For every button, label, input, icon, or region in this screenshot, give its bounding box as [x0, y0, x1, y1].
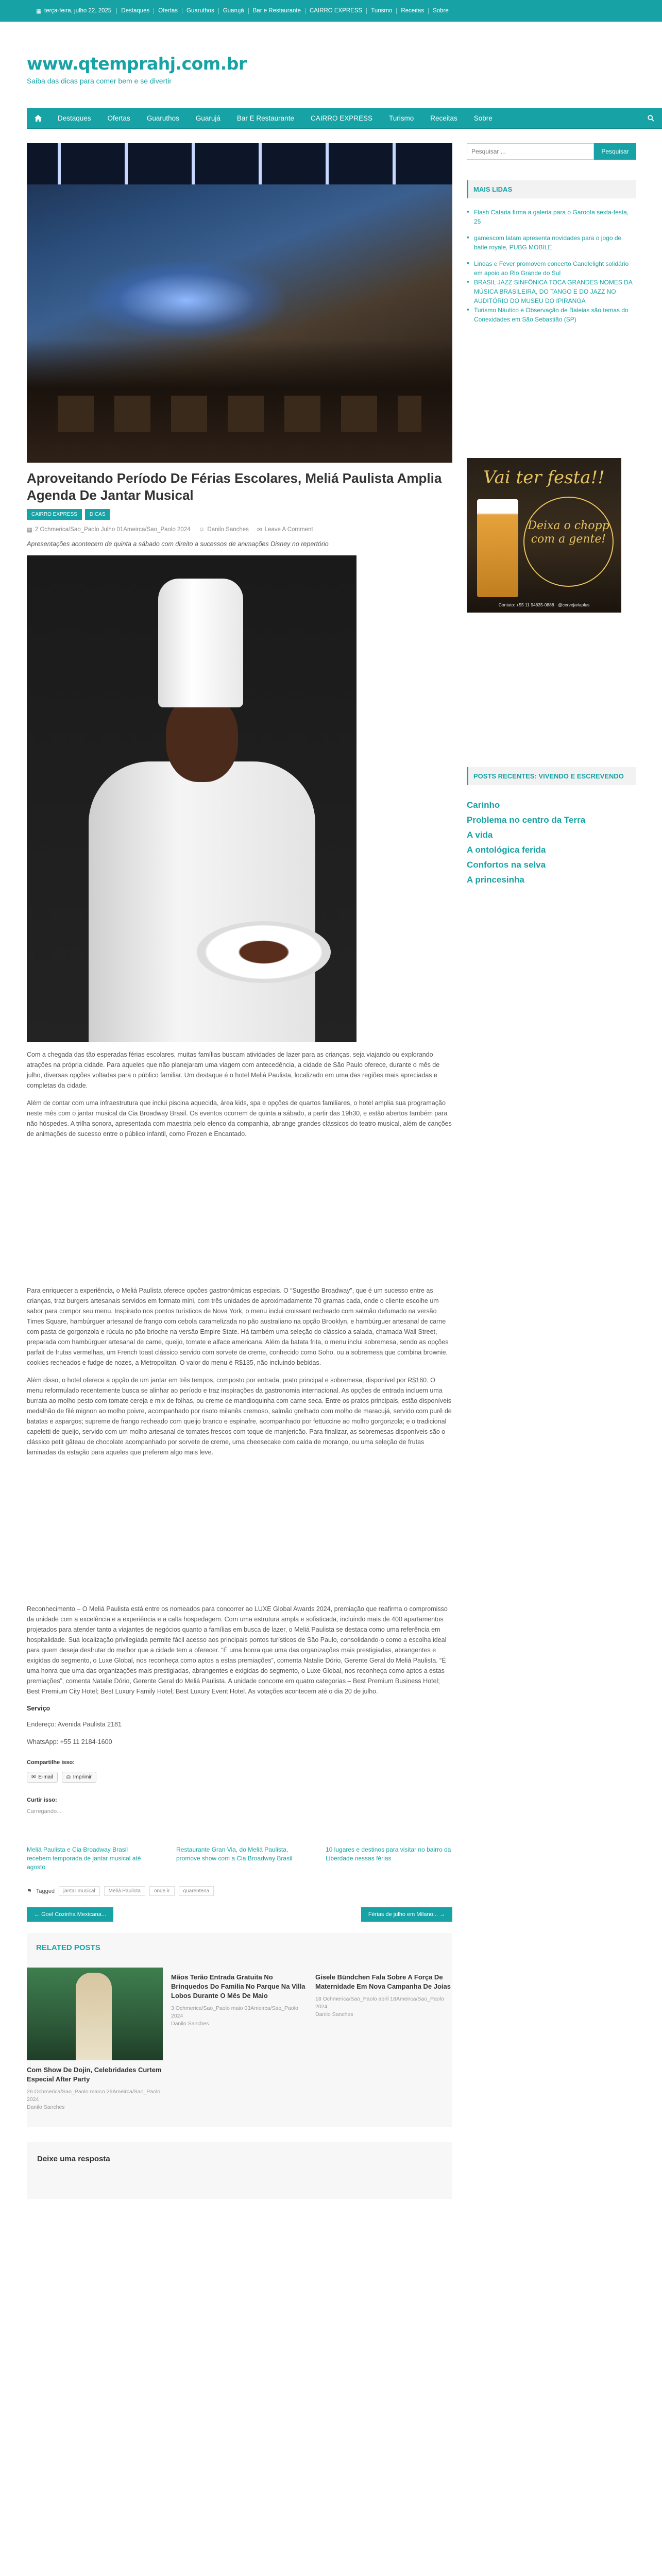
nav-item[interactable]: Ofertas: [107, 114, 130, 122]
reply-box: [27, 2142, 452, 2199]
top-link[interactable]: Guaruthos: [182, 8, 218, 14]
recent-item[interactable]: Carinho: [467, 800, 500, 810]
related-meta: 3 Ochmerica/Sao_Paolo maio 03Ameirca/Sao_Paolo 2024 Danilo Sanches: [171, 2005, 298, 2027]
nav-item[interactable]: Destaques: [58, 114, 91, 122]
top-link[interactable]: Sobre: [428, 8, 453, 14]
site-header: [0, 22, 662, 108]
related-heading: RELATED POSTS: [36, 1943, 100, 1952]
top-link[interactable]: Turismo: [366, 8, 396, 14]
related-card[interactable]: [315, 1968, 451, 2111]
tag-icon: ⚑: [27, 1888, 32, 1894]
related-posts: [27, 1933, 452, 2127]
most-read-item[interactable]: ■ Flash Cataria firma a galeria para o Garoota sexta-festa, 25: [467, 208, 636, 226]
top-bar: [0, 0, 662, 22]
next-post-button[interactable]: Férias de julho em Milano... →: [361, 1907, 452, 1922]
inline-related: [27, 1845, 452, 1872]
share-print-button[interactable]: ⎙ Imprimir: [62, 1772, 96, 1783]
ad-banner[interactable]: [467, 458, 621, 613]
nav-item[interactable]: Bar E Restaurante: [236, 114, 294, 122]
ad-headline: Vai ter festa!!: [483, 467, 605, 488]
site-tagline: Saiba das dicas para comer bem e se divertir: [27, 77, 172, 85]
nav-item[interactable]: Guarujá: [195, 114, 220, 122]
related-title[interactable]: Com Show De Dojin, Celebridades Curtem Especial After Party: [27, 2066, 162, 2083]
nav-item[interactable]: CAIRRO EXPRESS: [310, 114, 372, 122]
recent-item[interactable]: A vida: [467, 830, 493, 840]
related-meta: 26 Ochmerica/Sao_Paolo marco 26Ameirca/Sao_Paolo 2024 Danilo Sanches: [27, 2089, 161, 2110]
nav-item[interactable]: Turismo: [388, 114, 414, 122]
related-card[interactable]: [171, 1968, 307, 2111]
arrow-left-icon: ←: [34, 1911, 40, 1918]
post-navigation: [27, 1907, 452, 1922]
main-content: [27, 143, 452, 2199]
related-link[interactable]: Meliá Paulista e Cia Broadway Brasil recebem temporada de jantar musical até agosto: [27, 1846, 141, 1871]
paragraph: Reconhecimento – O Meliá Paulista está entre os nomeados para concorrer ao LUXE Global Awards 2024, premiação que reafirma o compromisso da unidade com a excelência e a experiência e a calta hospedagem. Com uma estrutura ampla e sofisticada, incluindo mais de 400 apartamentos projetados para atender tanto a viajantes de negócios quanto a famílias em busca de lazer, o Meliá Paulista se destaca como uma referência em hospitalidade. Sua localização privilegiada permite fácil acesso aos principais pontos turísticos de São Paulo, consolidando-o como a escolha ideal para quem deseja desfrutar do melhor que a cidade tem a oferecer. “É uma honra que uma das organizações mais prestigiadas, abrangentes e exigidas do segmento, o Luxe Global, nos reconheça como aptos a estas premiações”, comenta Natalie Dório, Gerente Geral do Meliá Paulista. “É uma honra que uma das organizações mais prestigiadas, abrangentes e exigidas do segmento, o Luxe Global, nos reconheça como aptos a estas premiações”, comenta Natalie Dório, Gerente Geral do Meliá Paulista. A unidade concorre em quatro categorias – Best Premium Business Hotel; Best Premium City Hotel; Best Luxury Family Hotel; Best Luxury Event Hotel. As votações acontecem até o dia 20 de julho.: [27, 1605, 448, 1695]
like-title: Curtir isso:: [27, 1797, 57, 1803]
recent-item[interactable]: Problema no centro da Terra: [467, 815, 586, 825]
paragraph: Além de contar com uma infraestrutura que inclui piscina aquecida, área kids, spa e opções de quartos familiares, o hotel amplia sua programação neste mês com o jantar musical da Cia Broadway Brasil. Os eventos ocorrem de quinta a sábado, a partir das 19h30, e estão abertos também para não hóspedes. A trilha sonora, apresentada com maestria pelo elenco da companhia, abrange grandes clássicos do teatro musical, além de canções de animações de sucesso entre o público infantil, como Frozen e Encantado.: [27, 1099, 452, 1138]
related-cards: [27, 1968, 452, 2111]
category-badge[interactable]: CAIRRO EXPRESS: [27, 509, 82, 520]
post-categories: [27, 509, 452, 520]
post-author[interactable]: ☺ Danilo Sanches: [198, 527, 249, 533]
nav-item[interactable]: Sobre: [473, 114, 493, 122]
calendar-icon: ▦: [36, 8, 42, 14]
related-link[interactable]: 10 lugares e destinos para visitar no bairro da Liberdade nessas férias: [326, 1846, 451, 1862]
calendar-icon: ▦: [27, 527, 32, 533]
top-link[interactable]: Guarujá: [218, 8, 248, 14]
share-email-button[interactable]: ✉ E-mail: [27, 1772, 58, 1783]
related-card[interactable]: [27, 1968, 163, 2111]
paragraph: Com a chegada das tão esperadas férias escolares, muitas famílias buscam atividades de lazer para as crianças, seja viajando ou explorando atrações na própria cidade. Para aqueles que não planejaram uma viagem com antecedência, a cidade de São Paulo oferece, durante o mês de julho, diversas opções voltadas para o público familiar. Um destaque é o hotel Meliá Paulista, localizado em uma das regiões mais apreciadas e completas da cidade.: [27, 1051, 440, 1089]
beer-glass-icon: [477, 499, 518, 597]
featured-image: [27, 143, 452, 463]
post-meta: [27, 526, 452, 533]
home-icon[interactable]: [27, 108, 49, 128]
most-read-item[interactable]: ■ Lindas e Fever promovem concerto Candlelight solidário em apoio ao Rio Grande do Sul: [467, 259, 636, 278]
recent-item[interactable]: Confortos na selva: [467, 860, 546, 870]
post-tags: [27, 1886, 452, 1896]
search-icon[interactable]: [639, 115, 662, 122]
comment-icon: ✉: [257, 527, 262, 533]
address: Endereço: Avenida Paulista 2181: [27, 1721, 122, 1728]
tag[interactable]: Meliá Paulista: [104, 1886, 145, 1896]
main-nav: [27, 108, 662, 129]
category-badge[interactable]: DICAS: [85, 509, 110, 520]
date-display: ▦ terça-feira, julho 22, 2025: [36, 8, 112, 14]
embed-spacer: [27, 1458, 452, 1597]
recent-list: [467, 799, 636, 887]
tag[interactable]: onde ir: [149, 1886, 175, 1896]
site-title[interactable]: www.qtemprahj.com.br: [27, 54, 247, 74]
related-title[interactable]: Gisele Bündchen Fala Sobre A Força De Maternidade Em Nova Campanha De Joias: [315, 1973, 451, 1990]
reply-title: Deixe uma resposta: [37, 2155, 110, 2163]
related-meta: 18 Ochmerica/Sao_Paolo abril 18Ameirca/Sao_Paolo 2024 Danilo Sanches: [315, 1996, 444, 2018]
ad-footer: Contato: +55 11 94835-0888 · @cervejariaplus: [498, 602, 590, 607]
related-link[interactable]: Restaurante Gran Via, do Meliá Paulista, promove show com a Cia Broadway Brasil: [176, 1846, 293, 1862]
recent-item[interactable]: A ontológica ferida: [467, 845, 546, 855]
post-title: Aproveitando Período De Férias Escolares, Meliá Paulista Amplia Agenda De Jantar Musical: [27, 470, 442, 503]
ad-circle-text: Deixa o chopp com a gente!: [523, 497, 614, 587]
top-link[interactable]: CAIRRO EXPRESS: [305, 8, 366, 14]
chef-image: [27, 555, 357, 1042]
post-date[interactable]: ▦ 2 Ochmerica/Sao_Paolo Julho 01Ameirca/Sao_Paolo 2024: [27, 527, 191, 533]
service-heading: Serviço: [27, 1705, 50, 1712]
top-link[interactable]: Receitas: [396, 8, 428, 14]
related-title[interactable]: Mãos Terão Entrada Gratuita No Brinquedos Do Familia No Parque Na Villa Lobos Durante O Mês De Maio: [171, 1973, 305, 1999]
search-button[interactable]: Pesquisar: [594, 143, 636, 160]
share-title: Compartilhe isso:: [27, 1759, 75, 1766]
paragraph: Além disso, o hotel oferece a opção de um jantar em três tempos, composto por entrada, prato principal e sobremesa, disponível por R$160. O menu reformulado recentemente busca se alinhar ao período e traz inspirações da gastronomia internacional. As opções de entrada incluem uma burrata ao molho pesto com tomate cereja e mix de folhas, ou creme de mandioquinha com carne seca. Entre os pratos principais, estão disponíveis medalhão de filé mignon ao molho poivre, acompanhado por risoto milanês cremoso, salmão grelhado com molho de maracujá, servido com purê de batatas e aspargos; supreme de frango recheado com queijo branco e espinafre, acompanhado por fettuccine ao molho gorgonzola; e o tradicional capeletti de queijo, servido com um molho artesanal de tomates frescos com toque de manjericão. Para finalizar, as sobremesas disponíveis são o clássico petit gâteau de chocolate acompanhado por sorvete de creme, uma cheesecake com calda de morango, ou uma seleção de frutas laminadas da estação para aqueles que preferem algo mais leve.: [27, 1377, 452, 1456]
recent-title: POSTS RECENTES: VIVENDO E ESCREVENDO: [467, 767, 636, 785]
tags-label: Tagged: [36, 1888, 55, 1894]
related-thumbnail[interactable]: [27, 1968, 163, 2060]
arrow-right-icon: →: [439, 1911, 445, 1918]
prev-post-button[interactable]: ← Goel Cozinha Mexicana...: [27, 1907, 113, 1922]
whatsapp: WhatsApp: +55 11 2184-1600: [27, 1738, 112, 1745]
paragraph: Para enriquecer a experiência, o Meliá Paulista oferece opções gastronômicas especiais. O “Sugestão Broadway”, que é um sucesso entre as crianças, traz burgers artesanais servidos em formato mini, com três unidades de aproximadamente 70 gramas cada, onde o cliente escolhe um sabor para compor seu menu. Inspirado nos pontos turísticos de Nova York, o menu inclui croissant recheado com salmão defumado na versão Times Square, hambúrguer artesanal de frango com cebola caramelizada no pão australiano na opção Brooklyn, e hambúrguer artesanal de carne com pasta de gorgonzola e rúcula no pão brioche na versão Empire State. Há também uma seleção do clássico a salada, chamada Wall Street, preparada com hambúrguer artesanal de carne, queijo, tomate e alface americana. Além da batata frita, o menu inclui sobremesa, sendo as opções parfait de frutas vermelhas, um French toast clássico servido com sorvete de creme, conhecido como Soho, ou a sobremesa que combina brownie, cookies recheados e fudge de nozes, a Metropolitan. O valor do menu é R$135, não incluindo bebidas.: [27, 1287, 449, 1366]
top-link[interactable]: Bar e Restaurante: [248, 8, 305, 14]
recent-posts: [467, 767, 636, 887]
top-nav: [116, 8, 452, 14]
comment-link[interactable]: ✉ Leave A Comment: [257, 527, 313, 533]
most-read-list: [467, 208, 636, 324]
most-read-title: MAIS LIDAS: [467, 180, 636, 198]
share-buttons: [27, 1772, 452, 1783]
recent-item[interactable]: A princesinha: [467, 875, 524, 885]
tag[interactable]: quarentena: [179, 1886, 214, 1896]
like-loading: Carregando...: [27, 1808, 62, 1815]
user-icon: ☺: [198, 527, 205, 533]
most-read-item[interactable]: ■ BRASIL JAZZ SINFÔNICA TOCA GRANDES NOMES DA MÚSICA BRASILEIRA, DO TANGO E DO JAZZ NO AUDITÓRIO DO MUSEU DO IPIRANGA: [467, 278, 636, 306]
top-link[interactable]: Destaques: [116, 8, 154, 14]
embed-spacer: [27, 1139, 452, 1278]
sidebar: [467, 143, 636, 888]
nav-item[interactable]: Receitas: [430, 114, 457, 122]
most-read-item[interactable]: ■ gamescom latam apresenta novidades para o jogo de batle royale, PUBG MOBILE: [467, 233, 636, 252]
tag[interactable]: jantar musical: [59, 1886, 100, 1896]
post-lead: Apresentações acontecem de quinta a sábado com direito a sucessos de animações Disney no repertório: [27, 540, 329, 548]
top-link[interactable]: Ofertas: [154, 8, 182, 14]
most-read-item[interactable]: ■ Turismo Náutico e Observação de Baleias são temas do Conexidades em São Sebastião (SP): [467, 306, 636, 324]
nav-item[interactable]: Guaruthos: [146, 114, 179, 122]
email-icon: ✉: [31, 1774, 36, 1780]
print-icon: ⎙: [66, 1774, 71, 1780]
search-form: [467, 143, 636, 160]
search-input[interactable]: [467, 143, 594, 160]
